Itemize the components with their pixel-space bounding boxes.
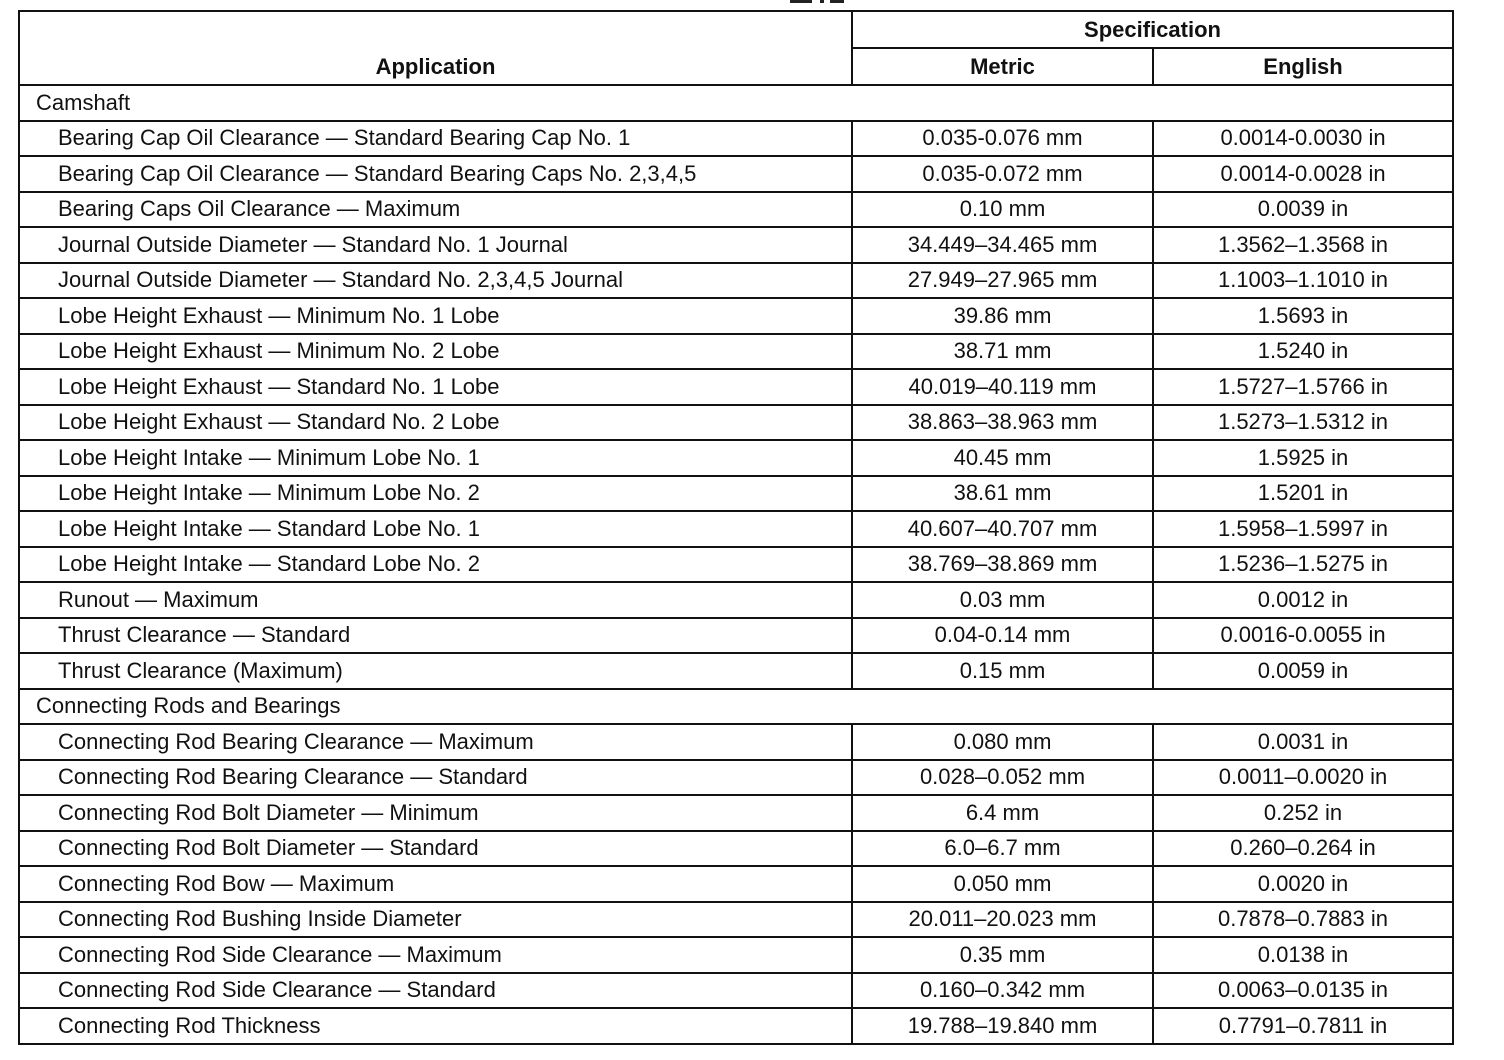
header-application: Application <box>19 11 852 85</box>
application-cell: Lobe Height Intake — Standard Lobe No. 2 <box>19 547 852 583</box>
metric-cell: 38.769–38.869 mm <box>852 547 1153 583</box>
section-row <box>19 85 1453 121</box>
header-metric: Metric <box>852 48 1153 85</box>
table-row <box>19 760 1453 796</box>
table-row <box>19 511 1453 547</box>
metric-cell: 38.71 mm <box>852 334 1153 370</box>
table-row <box>19 724 1453 760</box>
application-cell: Connecting Rod Bolt Diameter — Minimum <box>19 795 852 831</box>
metric-cell: 39.86 mm <box>852 298 1153 334</box>
application-cell: Bearing Cap Oil Clearance — Standard Bearing Caps No. 2,3,4,5 <box>19 156 852 192</box>
application-cell: Connecting Rod Side Clearance — Maximum <box>19 937 852 973</box>
application-cell: Lobe Height Exhaust — Standard No. 1 Lobe <box>19 369 852 405</box>
application-cell: Thrust Clearance — Standard <box>19 618 852 654</box>
table-row <box>19 582 1453 618</box>
english-cell: 0.0011–0.0020 in <box>1153 760 1453 796</box>
section-row <box>19 689 1453 725</box>
english-cell: 0.0020 in <box>1153 866 1453 902</box>
table-header <box>19 11 1453 85</box>
table-row <box>19 937 1453 973</box>
english-cell: 1.5236–1.5275 in <box>1153 547 1453 583</box>
application-cell: Connecting Rod Bolt Diameter — Standard <box>19 831 852 867</box>
application-cell: Lobe Height Intake — Minimum Lobe No. 2 <box>19 476 852 512</box>
english-cell: 1.5273–1.5312 in <box>1153 405 1453 441</box>
english-cell: 0.7791–0.7811 in <box>1153 1008 1453 1044</box>
metric-cell: 19.788–19.840 mm <box>852 1008 1153 1044</box>
table-row <box>19 156 1453 192</box>
table-row <box>19 831 1453 867</box>
table-body <box>19 85 1453 1044</box>
english-cell: 0.0016-0.0055 in <box>1153 618 1453 654</box>
english-cell: 0.0063–0.0135 in <box>1153 973 1453 1009</box>
english-cell: 0.0014-0.0030 in <box>1153 121 1453 157</box>
metric-cell: 6.4 mm <box>852 795 1153 831</box>
table-row <box>19 405 1453 441</box>
english-cell: 0.0138 in <box>1153 937 1453 973</box>
scan-artifact-mark <box>790 0 850 3</box>
application-cell: Connecting Rod Side Clearance — Standard <box>19 973 852 1009</box>
metric-cell: 0.080 mm <box>852 724 1153 760</box>
application-cell: Bearing Cap Oil Clearance — Standard Bearing Cap No. 1 <box>19 121 852 157</box>
table-row <box>19 476 1453 512</box>
application-cell: Lobe Height Intake — Standard Lobe No. 1 <box>19 511 852 547</box>
section-title: Camshaft <box>19 85 1453 121</box>
metric-cell: 6.0–6.7 mm <box>852 831 1153 867</box>
english-cell: 1.3562–1.3568 in <box>1153 227 1453 263</box>
metric-cell: 40.45 mm <box>852 440 1153 476</box>
table-row <box>19 369 1453 405</box>
english-cell: 1.5693 in <box>1153 298 1453 334</box>
table-row <box>19 866 1453 902</box>
table-row <box>19 192 1453 228</box>
english-cell: 1.5925 in <box>1153 440 1453 476</box>
application-cell: Journal Outside Diameter — Standard No. 1 Journal <box>19 227 852 263</box>
application-cell: Runout — Maximum <box>19 582 852 618</box>
table-row <box>19 902 1453 938</box>
application-cell: Lobe Height Exhaust — Standard No. 2 Lobe <box>19 405 852 441</box>
english-cell: 1.1003–1.1010 in <box>1153 263 1453 299</box>
english-cell: 1.5958–1.5997 in <box>1153 511 1453 547</box>
metric-cell: 0.35 mm <box>852 937 1153 973</box>
english-cell: 0.0014-0.0028 in <box>1153 156 1453 192</box>
english-cell: 0.0031 in <box>1153 724 1453 760</box>
application-cell: Connecting Rod Bearing Clearance — Standard <box>19 760 852 796</box>
metric-cell: 0.028–0.052 mm <box>852 760 1153 796</box>
metric-cell: 0.10 mm <box>852 192 1153 228</box>
metric-cell: 0.050 mm <box>852 866 1153 902</box>
metric-cell: 34.449–34.465 mm <box>852 227 1153 263</box>
application-cell: Connecting Rod Bushing Inside Diameter <box>19 902 852 938</box>
application-cell: Lobe Height Intake — Minimum Lobe No. 1 <box>19 440 852 476</box>
metric-cell: 40.019–40.119 mm <box>852 369 1153 405</box>
table-row <box>19 547 1453 583</box>
application-cell: Connecting Rod Bow — Maximum <box>19 866 852 902</box>
metric-cell: 0.035-0.072 mm <box>852 156 1153 192</box>
header-specification: Specification <box>852 11 1453 48</box>
table-row <box>19 618 1453 654</box>
table-row <box>19 795 1453 831</box>
english-cell: 1.5201 in <box>1153 476 1453 512</box>
english-cell: 0.260–0.264 in <box>1153 831 1453 867</box>
table-row <box>19 1008 1453 1044</box>
metric-cell: 0.15 mm <box>852 653 1153 689</box>
english-cell: 1.5727–1.5766 in <box>1153 369 1453 405</box>
english-cell: 0.252 in <box>1153 795 1453 831</box>
table-row <box>19 227 1453 263</box>
table-row <box>19 973 1453 1009</box>
metric-cell: 0.04-0.14 mm <box>852 618 1153 654</box>
header-english: English <box>1153 48 1453 85</box>
english-cell: 0.0039 in <box>1153 192 1453 228</box>
table-row <box>19 298 1453 334</box>
metric-cell: 0.03 mm <box>852 582 1153 618</box>
english-cell: 0.0012 in <box>1153 582 1453 618</box>
english-cell: 0.0059 in <box>1153 653 1453 689</box>
application-cell: Connecting Rod Thickness <box>19 1008 852 1044</box>
application-cell: Lobe Height Exhaust — Minimum No. 2 Lobe <box>19 334 852 370</box>
table-row <box>19 263 1453 299</box>
table-row <box>19 653 1453 689</box>
metric-cell: 38.863–38.963 mm <box>852 405 1153 441</box>
application-cell: Lobe Height Exhaust — Minimum No. 1 Lobe <box>19 298 852 334</box>
metric-cell: 0.160–0.342 mm <box>852 973 1153 1009</box>
metric-cell: 40.607–40.707 mm <box>852 511 1153 547</box>
metric-cell: 27.949–27.965 mm <box>852 263 1153 299</box>
application-cell: Journal Outside Diameter — Standard No. 2,3,4,5 Journal <box>19 263 852 299</box>
english-cell: 0.7878–0.7883 in <box>1153 902 1453 938</box>
application-cell: Bearing Caps Oil Clearance — Maximum <box>19 192 852 228</box>
metric-cell: 20.011–20.023 mm <box>852 902 1153 938</box>
specification-table <box>18 10 1454 1045</box>
metric-cell: 38.61 mm <box>852 476 1153 512</box>
section-title: Connecting Rods and Bearings <box>19 689 1453 725</box>
application-cell: Thrust Clearance (Maximum) <box>19 653 852 689</box>
table-row <box>19 121 1453 157</box>
english-cell: 1.5240 in <box>1153 334 1453 370</box>
application-cell: Connecting Rod Bearing Clearance — Maximum <box>19 724 852 760</box>
table-row <box>19 440 1453 476</box>
metric-cell: 0.035-0.076 mm <box>852 121 1153 157</box>
table-row <box>19 334 1453 370</box>
